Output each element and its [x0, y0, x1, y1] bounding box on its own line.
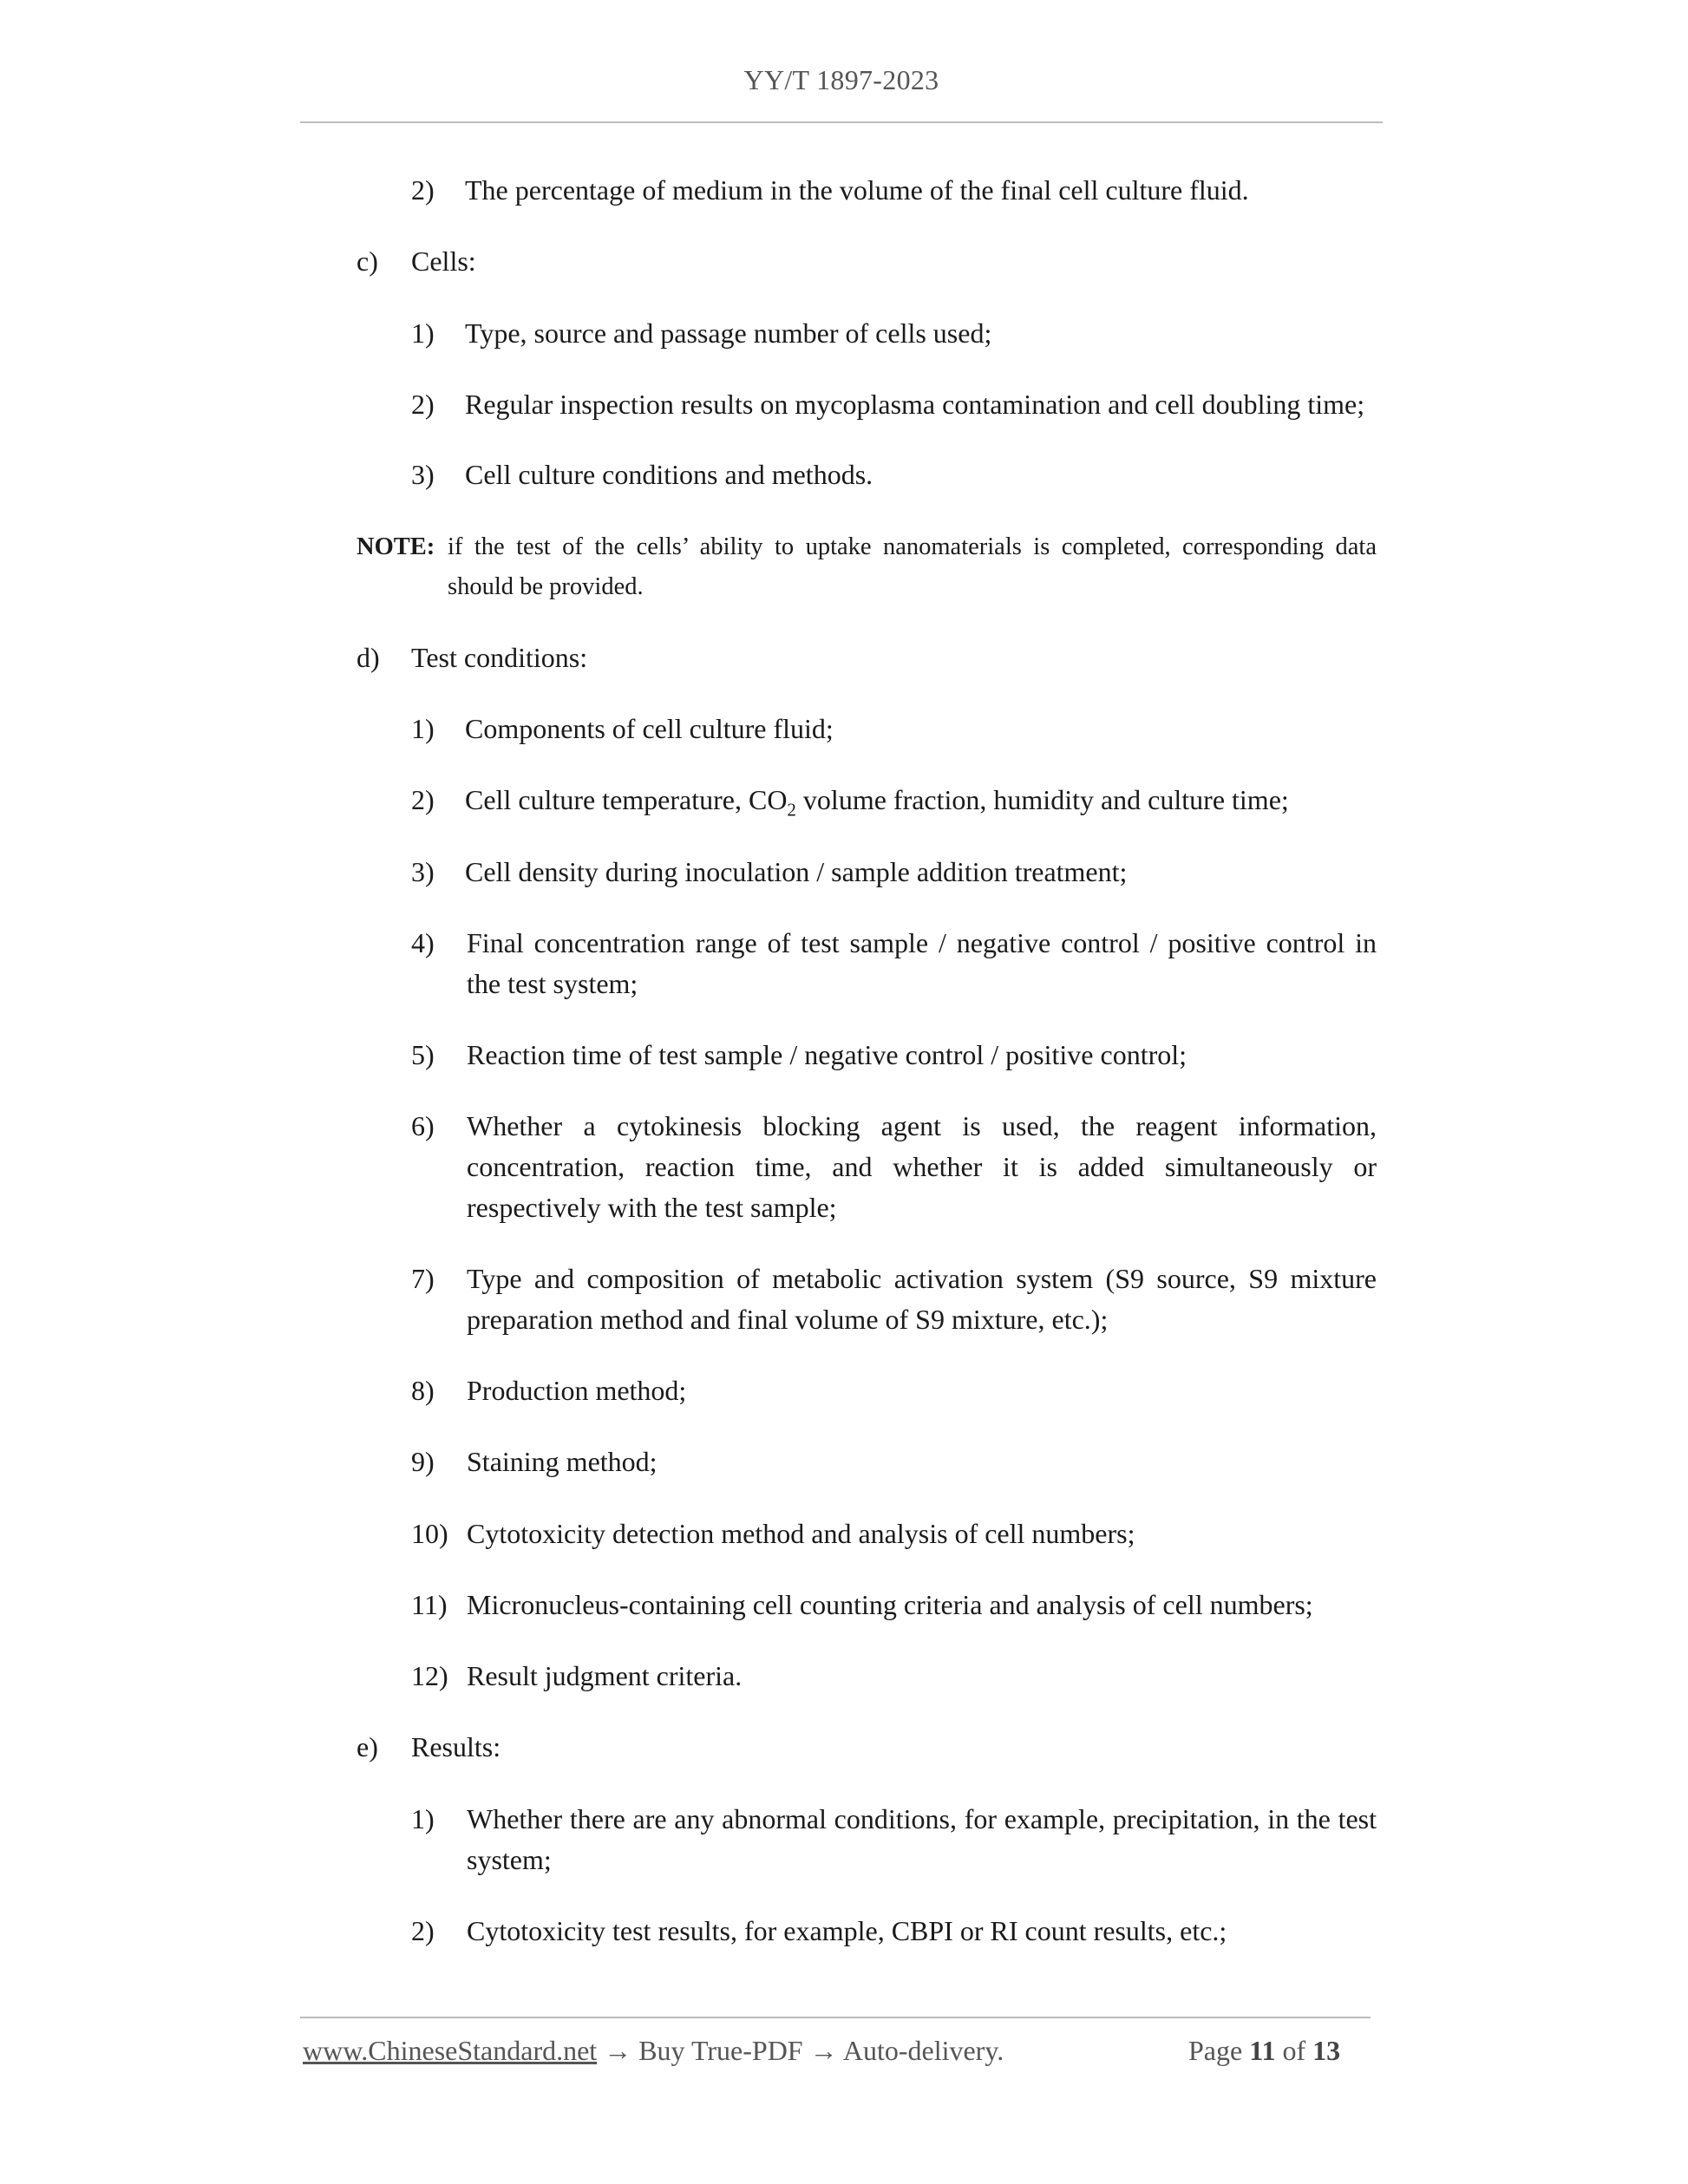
page-word: Page — [1188, 2035, 1243, 2066]
item-text: Cytotoxicity detection method and analysis of cell numbers; — [467, 1518, 1135, 1549]
item-text-line-2: preparation method and final volume of S9 mixture, etc.); — [467, 1304, 1109, 1335]
item-text-line-3: respectively with the test sample; — [467, 1192, 837, 1223]
item-number: 2) — [411, 174, 435, 206]
list-item — [411, 923, 1377, 1004]
section-title: Results: — [411, 1731, 501, 1762]
item-number: 2) — [411, 1915, 435, 1946]
item-number: 1) — [411, 1803, 435, 1834]
item-number: 1) — [411, 317, 435, 349]
section-title: Test conditions: — [411, 642, 588, 673]
item-text-line-1: Whether a cytokinesis blocking agent is used, the reagent information, — [467, 1110, 1377, 1141]
item-text-line-1: Final concentration range of test sample / negative control / positive control in — [467, 927, 1377, 958]
item-text: Components of cell culture fluid; — [465, 713, 834, 744]
item-number: 10) — [411, 1518, 448, 1549]
item-text-part: Cell culture temperature, CO — [465, 784, 788, 815]
item-text-line-2: system; — [467, 1844, 552, 1875]
item-number: 1) — [411, 713, 435, 744]
arrow-right-icon: → — [604, 2035, 632, 2066]
footer-promo — [303, 2035, 1004, 2067]
item-number: 2) — [411, 389, 435, 420]
item-number: 12) — [411, 1660, 448, 1691]
list-item — [411, 1106, 1377, 1228]
list-item — [411, 1259, 1377, 1340]
document-code-header: YY/T 1897-2023 — [743, 64, 939, 95]
list-item — [411, 1799, 1377, 1880]
header-divider — [300, 121, 1383, 123]
website-link[interactable]: www.ChineseStandard.net — [303, 2035, 598, 2066]
item-number: 11) — [411, 1589, 448, 1620]
item-text: Regular inspection results on mycoplasma contamination and cell doubling time; — [465, 389, 1365, 420]
item-text-line-1: Whether there are any abnormal conditions, for example, precipitation, in the test — [467, 1803, 1377, 1834]
item-number: 3) — [411, 459, 435, 490]
item-text-line-1: Type and composition of metabolic activation system (S9 source, S9 mixture — [467, 1263, 1377, 1294]
item-number: 3) — [411, 856, 435, 887]
item-text: Cell culture conditions and methods. — [465, 459, 873, 490]
item-text: Result judgment criteria. — [467, 1660, 743, 1691]
note-label: NOTE: — [357, 533, 435, 560]
total-pages-number: 13 — [1312, 2035, 1341, 2066]
auto-delivery-text: Auto-delivery. — [842, 2035, 1004, 2066]
note-text-line-2: should be provided. — [448, 573, 644, 600]
item-text: The percentage of medium in the volume of the final cell culture fluid. — [465, 174, 1249, 206]
item-text: Cell density during inoculation / sample addition treatment; — [465, 856, 1128, 887]
item-number: 2) — [411, 784, 435, 815]
section-title: Cells: — [411, 245, 476, 277]
footer-divider — [300, 2017, 1371, 2018]
item-number: 8) — [411, 1375, 435, 1406]
arrow-right-icon: → — [809, 2035, 838, 2066]
item-text: Micronucleus-containing cell counting criteria and analysis of cell numbers; — [467, 1589, 1313, 1620]
item-text — [465, 780, 1289, 830]
current-page-number: 11 — [1249, 2035, 1276, 2066]
item-number: 9) — [411, 1446, 435, 1477]
item-text: Cytotoxicity test results, for example, CBPI or RI count results, etc.; — [467, 1915, 1227, 1946]
item-text-line-2: the test system; — [467, 968, 638, 999]
buy-true-pdf-text: Buy True-PDF — [638, 2035, 803, 2066]
item-text: Staining method; — [467, 1446, 658, 1477]
item-text: Type, source and passage number of cells used; — [465, 317, 992, 349]
section-letter: e) — [357, 1731, 378, 1762]
item-text: Production method; — [467, 1375, 687, 1406]
note-text-line-1: if the test of the cells’ ability to uptake nanomaterials is completed, corresponding data — [448, 533, 1377, 560]
item-text-part: volume fraction, humidity and culture time; — [795, 784, 1289, 815]
section-letter: d) — [357, 642, 380, 673]
item-number: 6) — [411, 1110, 435, 1141]
item-number: 4) — [411, 927, 435, 958]
item-number: 7) — [411, 1263, 435, 1294]
item-number: 5) — [411, 1039, 435, 1070]
page-indicator — [1188, 2035, 1340, 2067]
item-text: Reaction time of test sample / negative control / positive control; — [467, 1039, 1187, 1070]
note-block — [357, 527, 1377, 611]
item-text-line-2: concentration, reaction time, and whether it is added simultaneously or — [467, 1151, 1377, 1182]
subscript: 2 — [787, 799, 796, 821]
section-letter: c) — [357, 245, 378, 277]
of-word: of — [1282, 2035, 1306, 2066]
